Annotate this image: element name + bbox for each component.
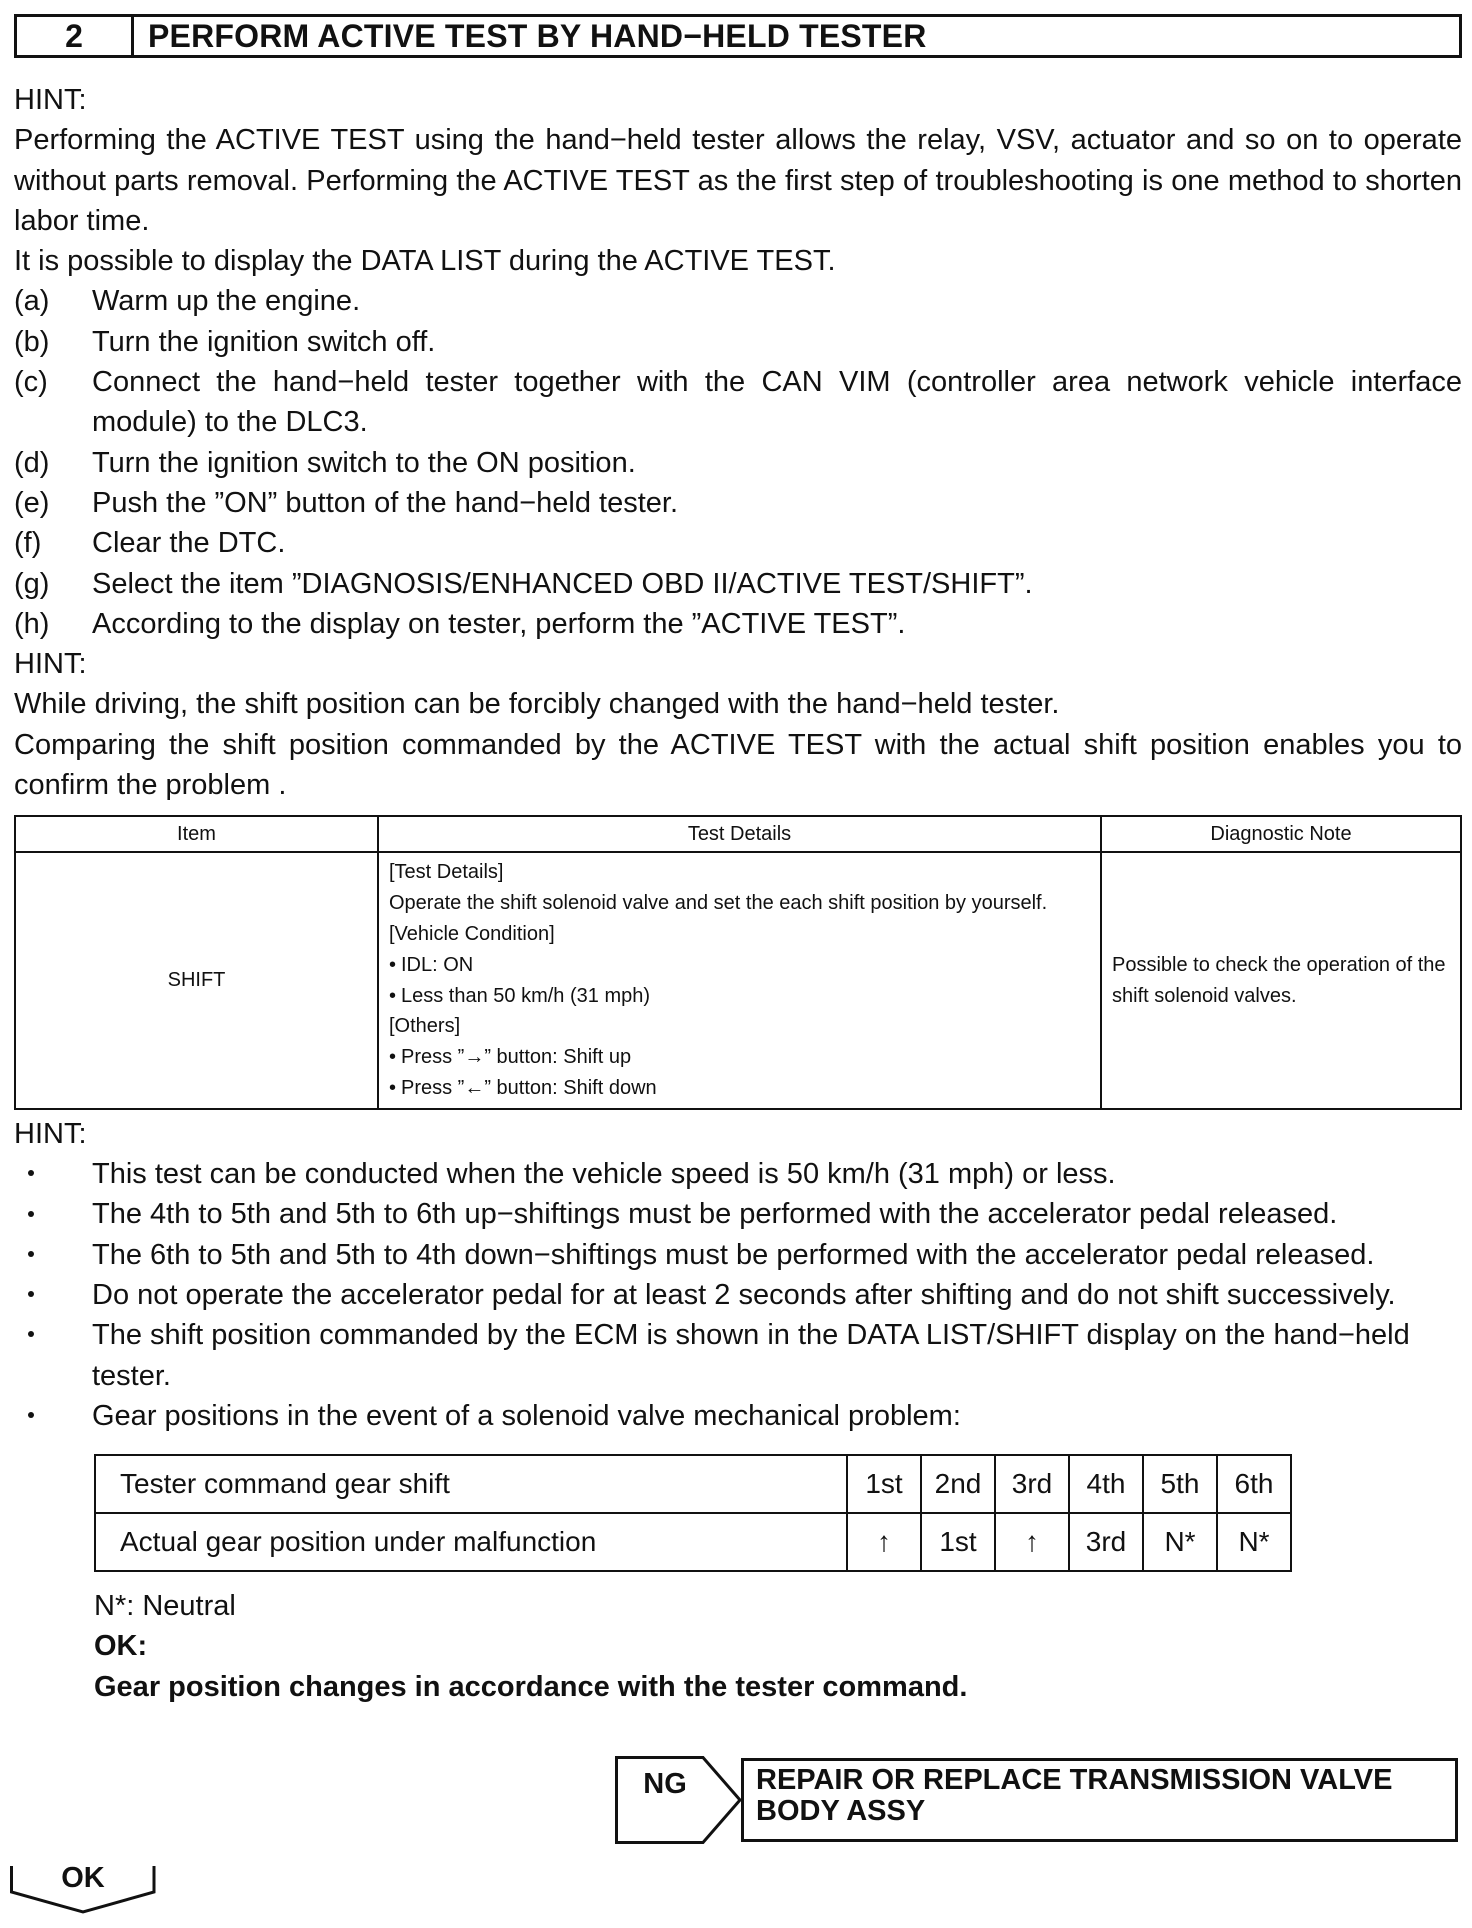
procedure-step — [14, 564, 1462, 604]
gear-cell: 4th — [1069, 1455, 1143, 1513]
procedure-step — [14, 523, 1462, 563]
list-item: The 4th to 5th and 5th to 6th up−shiftings must be performed with the accelerator pedal released. — [14, 1194, 1462, 1234]
active-test-table — [14, 815, 1462, 1109]
details-cell — [378, 852, 1101, 1108]
step-header — [14, 14, 1462, 58]
list-item: The shift position commanded by the ECM is shown in the DATA LIST/SHIFT display on the hand−held tester. — [14, 1315, 1462, 1396]
test-details-text: Operate the shift solenoid valve and set the each shift position by yourself. — [389, 892, 1048, 915]
row-label: Actual gear position under malfunction — [95, 1513, 847, 1571]
step-text: Push the ”ON” button of the hand−held tester. — [92, 486, 679, 519]
ok-criteria-block — [94, 1586, 1462, 1707]
hint3-block — [14, 1114, 1462, 1436]
table-header-row — [15, 816, 1461, 852]
gear-cell: 2nd — [921, 1455, 995, 1513]
step-label: (a) — [14, 285, 50, 318]
row-label: Tester command gear shift — [95, 1455, 847, 1513]
hint1-paragraph: Performing the ACTIVE TEST using the hand−held tester allows the relay, VSV, actuator and so on to operate without parts removal. Performing the ACTIVE TEST as the first step of troubleshooting is one method to shorten labor time. — [14, 124, 1462, 237]
others-item: • Press ”→” button: Shift up — [389, 1046, 632, 1069]
step-label: (c) — [14, 366, 48, 399]
step-text: Turn the ignition switch to the ON position. — [92, 446, 636, 479]
step-number: 2 — [17, 17, 134, 55]
list-item: Do not operate the accelerator pedal for at least 2 seconds after shifting and do not shift successively. — [14, 1275, 1462, 1315]
step-text: Select the item ”DIAGNOSIS/ENHANCED OBD II/ACTIVE TEST/SHIFT”. — [92, 567, 1033, 600]
gear-position-table — [94, 1454, 1292, 1572]
procedure-step — [14, 443, 1462, 483]
table-row — [15, 852, 1461, 1108]
hint1-paragraph: It is possible to display the DATA LIST during the ACTIVE TEST. — [14, 245, 836, 278]
header-diagnostic-note: Diagnostic Note — [1101, 816, 1461, 852]
condition-item: • Less than 50 km/h (31 mph) — [389, 984, 651, 1007]
step-label: (e) — [14, 486, 50, 519]
step-text: Warm up the engine. — [92, 285, 361, 318]
step-label: (f) — [14, 527, 42, 560]
header-test-details: Test Details — [378, 816, 1101, 852]
hint2-paragraph: While driving, the shift position can be forcibly changed with the hand−held tester. — [14, 688, 1060, 721]
gear-cell: 5th — [1143, 1455, 1217, 1513]
procedure-step — [14, 483, 1462, 523]
procedure-step — [14, 604, 1462, 644]
gear-cell: 6th — [1217, 1455, 1291, 1513]
ng-action-line: REPAIR OR REPLACE TRANSMISSION VALVE — [756, 1764, 1393, 1796]
gear-cell: N* — [1143, 1513, 1217, 1571]
header-item: Item — [15, 816, 378, 852]
procedure-step — [14, 362, 1462, 443]
table-row — [95, 1513, 1291, 1571]
others-item: • Press ”←” button: Shift down — [389, 1076, 657, 1099]
footnote: N*: Neutral — [94, 1590, 236, 1623]
procedure-step — [14, 281, 1462, 321]
table-row — [95, 1455, 1291, 1513]
gear-cell: 3rd — [1069, 1513, 1143, 1571]
step-text: Turn the ignition switch off. — [92, 325, 436, 358]
hint2-label: HINT: — [14, 648, 87, 681]
gear-cell: 1st — [921, 1513, 995, 1571]
others-label: [Others] — [389, 1015, 461, 1038]
diagnostic-note-cell: Possible to check the operation of the shift solenoid valves. — [1101, 852, 1461, 1108]
step-text: Connect the hand−held tester together with the CAN VIM (controller area network vehicle interface module) to the DLC3. — [92, 366, 1462, 439]
step-label: (g) — [14, 567, 50, 600]
gear-cell: 3rd — [995, 1455, 1069, 1513]
hint3-label: HINT: — [14, 1117, 87, 1150]
procedure-step — [14, 322, 1462, 362]
step-text: According to the display on tester, perform the ”ACTIVE TEST”. — [92, 607, 906, 640]
condition-item: • IDL: ON — [389, 953, 474, 976]
ng-action-box — [741, 1758, 1458, 1842]
gear-cell: ↑ — [995, 1513, 1069, 1571]
gear-cell: N* — [1217, 1513, 1291, 1571]
gear-cell: ↑ — [847, 1513, 921, 1571]
hint1-block — [14, 80, 1462, 805]
step-label: (d) — [14, 446, 50, 479]
ng-action-line: BODY ASSY — [756, 1795, 926, 1827]
list-item: This test can be conducted when the vehicle speed is 50 km/h (31 mph) or less. — [14, 1154, 1462, 1194]
step-label: (h) — [14, 607, 50, 640]
list-item: The 6th to 5th and 5th to 4th down−shiftings must be performed with the accelerator pedal released. — [14, 1235, 1462, 1275]
item-cell: SHIFT — [15, 852, 378, 1108]
ng-label: NG — [643, 1767, 687, 1800]
step-label: (b) — [14, 325, 50, 358]
gear-cell: 1st — [847, 1455, 921, 1513]
step-text: Clear the DTC. — [92, 527, 286, 560]
ok-label-tag: OK — [61, 1861, 105, 1894]
hint2-paragraph: Comparing the shift position commanded by the ACTIVE TEST with the actual shift position enables you to confirm the problem . — [14, 728, 1462, 802]
test-details-label: [Test Details] — [389, 861, 504, 884]
step-title: PERFORM ACTIVE TEST BY HAND−HELD TESTER — [148, 17, 927, 54]
list-item: Gear positions in the event of a solenoid valve mechanical problem: — [14, 1396, 1462, 1436]
ok-text: Gear position changes in accordance with the tester command. — [94, 1670, 968, 1703]
hint1-label: HINT: — [14, 84, 87, 116]
ok-label: OK: — [94, 1630, 148, 1663]
vehicle-condition-label: [Vehicle Condition] — [389, 922, 555, 945]
